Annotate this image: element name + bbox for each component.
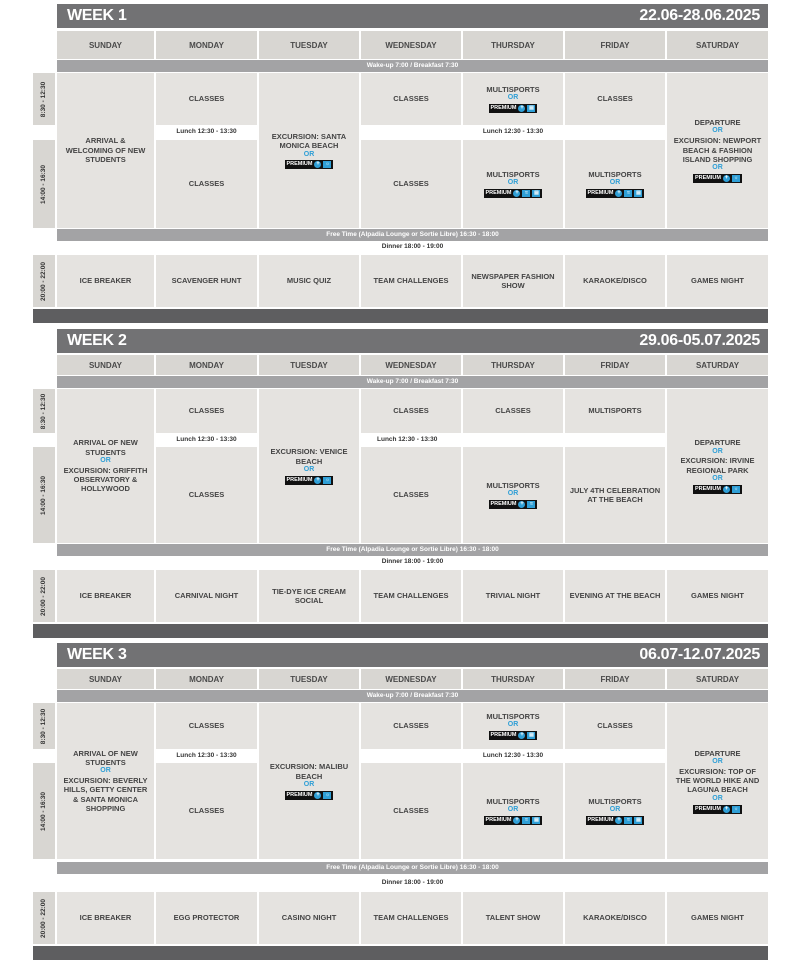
- lunch-bar: Lunch 12:30 - 13:30: [361, 126, 665, 138]
- thursday-morning: MULTISPORTS OR PREMIUM + ▤: [463, 73, 563, 125]
- monday-morning: CLASSES: [156, 703, 257, 749]
- beach-icon: ☼: [733, 485, 739, 492]
- day-header-tuesday: TUESDAY: [259, 31, 359, 59]
- lunch-bar: Lunch 12:30 - 13:30: [156, 126, 257, 138]
- friday-afternoon: MULTISPORTS OR PREMIUM + ≈ ▤: [565, 763, 665, 859]
- week-label: WEEK 1: [67, 7, 127, 24]
- lunch-bar: Lunch 12:30 - 13:30: [361, 750, 665, 762]
- time-afternoon: 14:00 - 16:30: [33, 447, 55, 543]
- plus-icon: +: [520, 105, 524, 112]
- premium-badge: PREMIUM + ☼: [285, 791, 334, 800]
- premium-badge: PREMIUM + ☼: [693, 174, 742, 183]
- evening-friday: EVENING AT THE BEACH: [565, 570, 665, 622]
- week-dates: 06.07-12.07.2025: [639, 646, 760, 663]
- evening-saturday: GAMES NIGHT: [667, 570, 768, 622]
- wednesday-afternoon: CLASSES: [361, 763, 461, 859]
- time-morning: 8:30 - 12:30: [33, 703, 55, 749]
- evening-thursday: TALENT SHOW: [463, 892, 563, 944]
- premium-badge: PREMIUM + ☼: [693, 485, 742, 494]
- premium-badge: PREMIUM + ≈ ▤: [586, 816, 645, 825]
- surf-icon: ≈: [527, 501, 535, 508]
- monday-afternoon: CLASSES: [156, 447, 257, 543]
- premium-badge: PREMIUM + ≈: [489, 500, 538, 509]
- day-header-saturday: SATURDAY: [667, 31, 768, 59]
- plus-icon: +: [724, 485, 729, 492]
- week-header: [57, 643, 768, 667]
- day-header-friday: FRIDAY: [565, 31, 665, 59]
- plus-icon: +: [724, 805, 729, 812]
- evening-friday: KARAOKE/DISCO: [565, 892, 665, 944]
- monday-morning: CLASSES: [156, 73, 257, 125]
- evening-monday: SCAVENGER HUNT: [156, 255, 257, 307]
- day-header-tuesday: TUESDAY: [259, 355, 359, 375]
- time-morning: 8:30 - 12:30: [33, 389, 55, 433]
- week-label: WEEK 3: [67, 646, 127, 663]
- card-icon: ▤: [534, 817, 539, 824]
- evening-sunday: ICE BREAKER: [57, 570, 154, 622]
- monday-morning: CLASSES: [156, 389, 257, 433]
- week-dates: 22.06-28.06.2025: [639, 7, 760, 24]
- premium-badge: PREMIUM + ≈ ▤: [484, 189, 543, 198]
- week-footer: [33, 946, 768, 960]
- plus-icon: +: [617, 817, 621, 824]
- sunday-activity: ARRIVAL & WELCOMING OF NEW STUDENTS: [57, 73, 154, 228]
- week-dates: 29.06-05.07.2025: [639, 332, 760, 349]
- evening-friday: KARAOKE/DISCO: [565, 255, 665, 307]
- evening-tuesday: TIE-DYE ICE CREAM SOCIAL: [259, 570, 359, 622]
- day-header-monday: MONDAY: [156, 669, 257, 689]
- wednesday-afternoon: CLASSES: [361, 140, 461, 228]
- saturday-activity: DEPARTURE OR EXCURSION: IRVINE REGIONAL PARK OR PREMIUM + ☼: [667, 389, 768, 543]
- freetime-bar: Free Time (Alpadia Lounge or Sortie Libre) 16:30 - 18:00: [57, 544, 768, 556]
- card-icon: ▤: [636, 190, 641, 197]
- week-header: [57, 4, 768, 28]
- day-header-thursday: THURSDAY: [463, 31, 563, 59]
- lunch-bar: Lunch 12:30 - 13:30: [156, 434, 257, 446]
- week-header: [57, 329, 768, 353]
- evening-wednesday: TEAM CHALLENGES: [361, 570, 461, 622]
- thursday-morning: CLASSES: [463, 389, 563, 433]
- wakeup-bar: Wake-up 7:00 / Breakfast 7:30: [57, 690, 768, 702]
- wednesday-morning: CLASSES: [361, 703, 461, 749]
- week-footer: [33, 624, 768, 638]
- thursday-morning: MULTISPORTS OR PREMIUM + ▤: [463, 703, 563, 749]
- tuesday-excursion: EXCURSION: MALIBU BEACH OR PREMIUM + ☼: [259, 703, 359, 859]
- sunday-activity: ARRIVAL OF NEW STUDENTS OR EXCURSION: BEVERLY HILLS, GETTY CENTER & SANTA MONICA SHOPPING: [57, 703, 154, 859]
- evening-tuesday: MUSIC QUIZ: [259, 255, 359, 307]
- surf-icon: ≈: [522, 817, 530, 824]
- evening-wednesday: TEAM CHALLENGES: [361, 255, 461, 307]
- friday-morning: CLASSES: [565, 73, 665, 125]
- surf-icon: ≈: [522, 190, 530, 197]
- day-header-saturday: SATURDAY: [667, 669, 768, 689]
- day-header-sunday: SUNDAY: [57, 669, 154, 689]
- evening-thursday: NEWSPAPER FASHION SHOW: [463, 255, 563, 307]
- evening-monday: CARNIVAL NIGHT: [156, 570, 257, 622]
- monday-afternoon: CLASSES: [156, 763, 257, 859]
- day-header-sunday: SUNDAY: [57, 355, 154, 375]
- plus-icon: +: [316, 161, 320, 168]
- day-header-wednesday: WEDNESDAY: [361, 31, 461, 59]
- day-header-sunday: SUNDAY: [57, 31, 154, 59]
- premium-badge: PREMIUM + ☼: [285, 160, 334, 169]
- surf-icon: ≈: [624, 190, 632, 197]
- day-header-friday: FRIDAY: [565, 355, 665, 375]
- lunch-bar: Lunch 12:30 - 13:30: [156, 750, 257, 762]
- tuesday-excursion: EXCURSION: SANTA MONICA BEACH OR PREMIUM + ☼: [259, 73, 359, 228]
- saturday-activity: DEPARTURE OR EXCURSION: NEWPORT BEACH & FASHION ISLAND SHOPPING OR PREMIUM + ☼: [667, 73, 768, 228]
- monday-afternoon: CLASSES: [156, 140, 257, 228]
- time-morning: 8:30 - 12:30: [33, 73, 55, 125]
- premium-badge: PREMIUM + ≈ ▤: [586, 189, 645, 198]
- premium-badge: PREMIUM + ▤: [489, 104, 538, 113]
- time-afternoon: 14:00 - 16:30: [33, 763, 55, 859]
- day-header-tuesday: TUESDAY: [259, 669, 359, 689]
- card-icon: ▤: [636, 817, 641, 824]
- wednesday-morning: CLASSES: [361, 73, 461, 125]
- lunch-bar: Lunch 12:30 - 13:30: [361, 434, 665, 446]
- premium-badge: PREMIUM + ≈ ▤: [484, 816, 543, 825]
- saturday-activity: DEPARTURE OR EXCURSION: TOP OF THE WORLD HIKE AND LAGUNA BEACH OR PREMIUM + ☼: [667, 703, 768, 859]
- premium-badge: PREMIUM + ☼: [285, 476, 334, 485]
- card-icon: ▤: [534, 190, 539, 197]
- beach-icon: ☼: [325, 161, 330, 168]
- dinner-bar: Dinner 18:00 - 19:00: [57, 877, 768, 889]
- sunday-activity: ARRIVAL OF NEW STUDENTS OR EXCURSION: GRIFFITH OBSERVATORY & HOLLYWOOD: [57, 389, 154, 543]
- card-icon: ▤: [529, 105, 534, 112]
- plus-icon: +: [520, 732, 524, 739]
- wednesday-morning: CLASSES: [361, 389, 461, 433]
- plus-icon: +: [316, 791, 320, 798]
- evening-tuesday: CASINO NIGHT: [259, 892, 359, 944]
- tuesday-excursion: EXCURSION: VENICE BEACH OR PREMIUM + ☼: [259, 389, 359, 543]
- beach-icon: ☼: [733, 805, 739, 812]
- thursday-afternoon: MULTISPORTS OR PREMIUM + ≈: [463, 447, 563, 543]
- thursday-afternoon: MULTISPORTS OR PREMIUM + ≈ ▤: [463, 763, 563, 859]
- day-header-thursday: THURSDAY: [463, 355, 563, 375]
- evening-sunday: ICE BREAKER: [57, 892, 154, 944]
- day-header-monday: MONDAY: [156, 31, 257, 59]
- thursday-afternoon: MULTISPORTS OR PREMIUM + ≈ ▤: [463, 140, 563, 228]
- evening-monday: EGG PROTECTOR: [156, 892, 257, 944]
- plus-icon: +: [316, 476, 320, 483]
- day-header-friday: FRIDAY: [565, 669, 665, 689]
- day-header-saturday: SATURDAY: [667, 355, 768, 375]
- day-header-thursday: THURSDAY: [463, 669, 563, 689]
- wakeup-bar: Wake-up 7:00 / Breakfast 7:30: [57, 376, 768, 388]
- week-label: WEEK 2: [67, 332, 127, 349]
- day-header-monday: MONDAY: [156, 355, 257, 375]
- evening-sunday: ICE BREAKER: [57, 255, 154, 307]
- evening-thursday: TRIVIAL NIGHT: [463, 570, 563, 622]
- evening-wednesday: TEAM CHALLENGES: [361, 892, 461, 944]
- day-header-wednesday: WEDNESDAY: [361, 355, 461, 375]
- evening-saturday: GAMES NIGHT: [667, 255, 768, 307]
- time-evening: 20:00 - 22:00: [33, 892, 55, 944]
- plus-icon: +: [724, 175, 729, 181]
- premium-badge: PREMIUM + ☼: [693, 805, 742, 814]
- week-footer: [33, 309, 768, 323]
- friday-afternoon: MULTISPORTS OR PREMIUM + ≈ ▤: [565, 140, 665, 228]
- premium-badge: PREMIUM + ▤: [489, 731, 538, 740]
- dinner-bar: Dinner 18:00 - 19:00: [57, 556, 768, 568]
- beach-icon: ☼: [325, 476, 330, 483]
- wednesday-afternoon: CLASSES: [361, 447, 461, 543]
- dinner-bar: Dinner 18:00 - 19:00: [57, 241, 768, 253]
- wakeup-bar: Wake-up 7:00 / Breakfast 7:30: [57, 60, 768, 72]
- time-evening: 20:00 - 22:00: [33, 570, 55, 622]
- beach-icon: ☼: [325, 791, 330, 798]
- freetime-bar: Free Time (Alpadia Lounge or Sortie Libre) 16:30 - 18:00: [57, 862, 768, 874]
- evening-saturday: GAMES NIGHT: [667, 892, 768, 944]
- day-header-wednesday: WEDNESDAY: [361, 669, 461, 689]
- plus-icon: +: [520, 501, 524, 508]
- time-evening: 20:00 - 22:00: [33, 255, 55, 307]
- beach-icon: ☼: [733, 175, 739, 181]
- freetime-bar: Free Time (Alpadia Lounge or Sortie Libre) 16:30 - 18:00: [57, 229, 768, 241]
- plus-icon: +: [515, 190, 519, 197]
- surf-icon: ≈: [624, 817, 632, 824]
- time-afternoon: 14:00 - 16:30: [33, 140, 55, 228]
- friday-afternoon: JULY 4TH CELEBRATION AT THE BEACH: [565, 447, 665, 543]
- friday-morning: MULTISPORTS: [565, 389, 665, 433]
- plus-icon: +: [515, 817, 519, 824]
- card-icon: ▤: [529, 732, 534, 739]
- plus-icon: +: [617, 190, 621, 197]
- friday-morning: CLASSES: [565, 703, 665, 749]
